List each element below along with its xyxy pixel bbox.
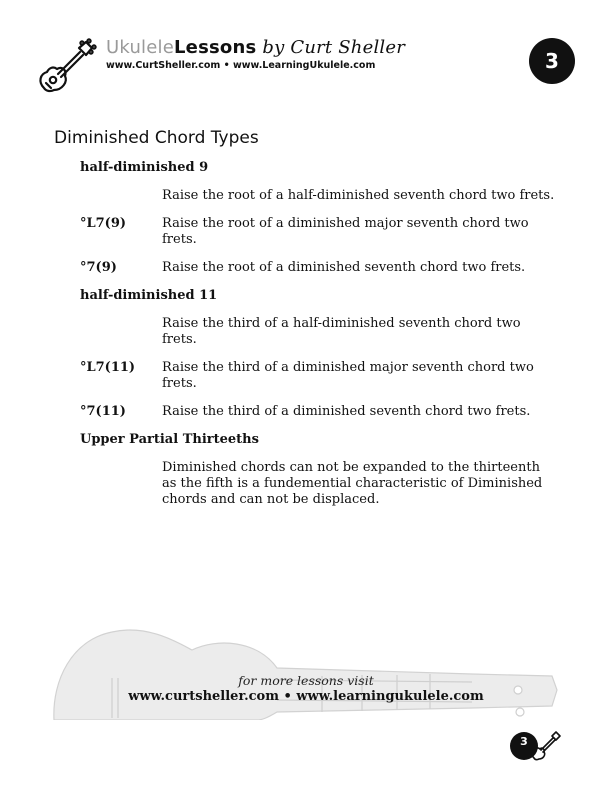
subheading-half-diminished-9 — [80, 160, 570, 176]
chord-entry — [80, 360, 570, 392]
ukulele-icon — [34, 36, 98, 100]
chord-description: Raise the third of a diminished major seventh chord two frets. — [162, 360, 534, 391]
subheading-label: half-diminished 9 — [80, 160, 209, 175]
subheading-label: half-diminished 11 — [80, 288, 218, 303]
section-title: Diminished Chord Types — [54, 128, 259, 148]
chord-entry — [80, 216, 570, 248]
ukulele-outline-icon — [52, 620, 562, 720]
chord-symbol: °7(9) — [80, 260, 117, 275]
chord-entry — [80, 460, 570, 508]
chord-entry — [80, 188, 570, 204]
brand-title — [106, 37, 405, 58]
chord-description: Raise the root of a diminished seventh chord two frets. — [162, 260, 526, 275]
chord-description: Raise the root of a diminished major seventh chord two frets. — [162, 216, 529, 247]
subheading-label: Upper Partial Thirteeths — [80, 432, 259, 447]
brand-title-author: by Curt Sheller — [256, 37, 406, 58]
brand-title-lessons: Lessons — [174, 37, 257, 58]
subheading-upper-partial — [80, 432, 570, 448]
chord-entry — [80, 260, 570, 276]
chord-type-list — [80, 160, 570, 520]
chord-entry — [80, 404, 570, 420]
header-urls: www.CurtSheller.com • www.LearningUkulele.com — [106, 60, 376, 71]
chord-symbol: °L7(9) — [80, 216, 127, 231]
subheading-half-diminished-11 — [80, 288, 570, 304]
chord-description: Diminished chords can not be expanded to the thirteenth as the fifth is a fundemential characteristic of Diminished chords and can not be displaced. — [162, 460, 543, 507]
chord-description: Raise the third of a half-diminished seventh chord two frets. — [162, 316, 521, 347]
small-ukulele-icon — [508, 728, 562, 768]
chord-symbol: °7(11) — [80, 404, 126, 419]
footer-urls: www.curtsheller.com • www.learningukulele.com — [128, 689, 484, 704]
brand-title-ukulele: Ukulele — [106, 37, 175, 58]
footer-lead-text: for more lessons visit — [238, 673, 374, 688]
chord-description: Raise the third of a diminished seventh chord two frets. — [162, 404, 531, 419]
chord-description: Raise the root of a half-diminished seventh chord two frets. — [162, 188, 555, 203]
page-number-badge: 3 — [529, 38, 575, 84]
corner-page-number: 3 — [520, 735, 528, 748]
chord-symbol: °L7(11) — [80, 360, 136, 375]
chord-entry — [80, 316, 570, 348]
